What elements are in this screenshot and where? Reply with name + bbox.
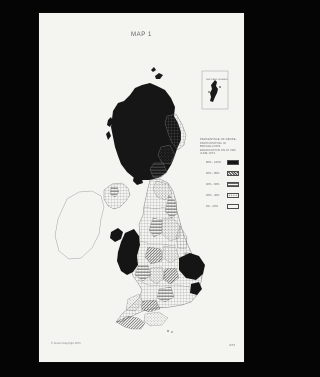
legend-swatch [227, 160, 239, 165]
legend-label: 0% - 20% [206, 204, 219, 208]
legend-swatch [227, 193, 239, 198]
map-title: MAP 1 [131, 32, 152, 38]
legend-label: 40% - 60% [206, 182, 220, 186]
page-number: 3/73 [229, 344, 235, 347]
copyright-note: © Crown Copyright 1973 [51, 342, 81, 345]
legend-item-1 [206, 159, 242, 165]
britain-map [39, 13, 244, 362]
legend-item-5 [206, 203, 242, 209]
legend-swatch [227, 171, 239, 176]
legend-swatch [227, 182, 239, 187]
legend-swatch [227, 204, 239, 209]
map-page [39, 13, 244, 362]
legend-label: 20% - 40% [206, 193, 220, 197]
legend-item-4 [206, 192, 242, 198]
legend-item-3 [206, 181, 242, 187]
legend-item-2 [206, 170, 242, 176]
legend-title: PERCENTAGE OF DENSE-PARTICIPATING IN BRUCELLOSIS ERADICATION ON AT 30th JUNE 1973 [200, 138, 237, 156]
legend-label: 60% - 80% [206, 171, 220, 175]
inset-label: SHETLAND ISLANDS [206, 79, 228, 81]
legend-label: 80% - 100% [206, 160, 222, 164]
